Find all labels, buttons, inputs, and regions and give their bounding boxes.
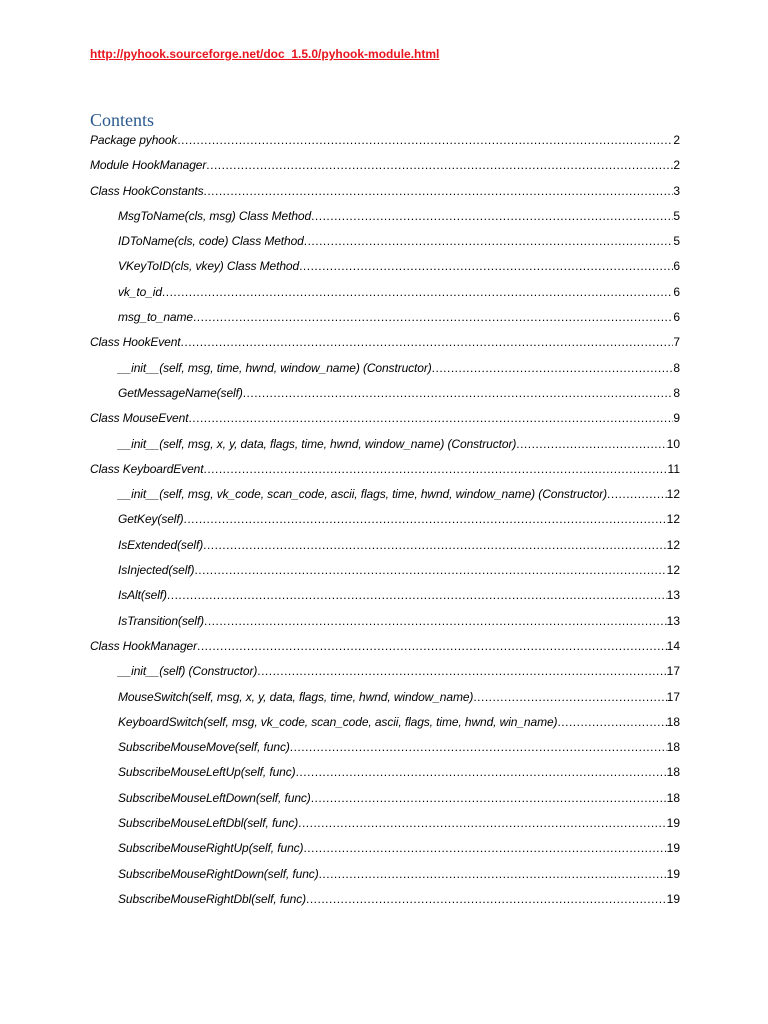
toc-page-number: 12 — [666, 537, 680, 552]
toc-entry-label: Class HookConstants — [90, 183, 204, 198]
toc-entry[interactable] — [90, 791, 680, 816]
toc-entry[interactable] — [90, 133, 680, 158]
toc-page-number: 19 — [666, 816, 680, 831]
toc-page-number: 18 — [666, 740, 680, 755]
source-url-link[interactable]: http://pyhook.sourceforge.net/doc_1.5.0/pyhook-module.html — [90, 47, 440, 61]
toc-page-number: 6 — [673, 284, 680, 299]
toc-dot-leader — [194, 563, 666, 577]
toc-entry[interactable] — [90, 234, 680, 259]
toc-dot-leader — [181, 335, 674, 349]
toc-page-number: 19 — [666, 841, 680, 856]
toc-entry[interactable] — [90, 462, 680, 487]
toc-entry-label: vk_to_id — [118, 284, 162, 299]
toc-entry[interactable] — [90, 563, 680, 588]
toc-dot-leader — [206, 158, 673, 172]
toc-dot-leader — [296, 765, 667, 779]
toc-entry-label: MsgToName(cls, msg) Class Method — [118, 208, 312, 223]
toc-dot-leader — [607, 487, 667, 501]
toc-entry-label: msg_to_name — [118, 310, 193, 325]
toc-entry-label: SubscribeMouseRightUp(self, func) — [118, 841, 304, 856]
toc-page-number: 17 — [666, 664, 680, 679]
toc-entry-label: IsInjected(self) — [118, 563, 195, 578]
toc-page-number: 10 — [666, 436, 680, 451]
toc-entry-label: SubscribeMouseRightDbl(self, func) — [118, 891, 307, 906]
toc-dot-leader — [257, 664, 666, 678]
toc-dot-leader — [311, 791, 667, 805]
toc-entry[interactable] — [90, 386, 680, 411]
toc-entry-label: SubscribeMouseLeftDown(self, func) — [118, 790, 311, 805]
toc-entry[interactable] — [90, 664, 680, 689]
toc-dot-leader — [204, 462, 668, 476]
toc-page-number: 12 — [666, 487, 680, 502]
toc-entry[interactable] — [90, 765, 680, 790]
toc-page-number: 2 — [673, 158, 680, 173]
toc-page-number: 13 — [666, 613, 680, 628]
toc-entry-label: __init__(self, msg, time, hwnd, window_name) (Constructor) — [118, 360, 432, 375]
toc-dot-leader — [188, 411, 673, 425]
toc-entry-label: IsTransition(self) — [118, 613, 204, 628]
toc-entry[interactable] — [90, 184, 680, 209]
toc-dot-leader — [298, 816, 667, 830]
toc-dot-leader — [203, 184, 673, 198]
toc-page-number: 14 — [666, 638, 680, 653]
toc-dot-leader — [299, 259, 673, 273]
toc-dot-leader — [184, 512, 667, 526]
contents-heading: Contents — [90, 110, 155, 130]
table-of-contents — [90, 133, 680, 917]
toc-entry-label: Class HookManager — [90, 638, 198, 653]
toc-entry-label: __init__(self, msg, vk_code, scan_code, ascii, flags, time, hwnd, window_name) (Constructor) — [118, 487, 608, 502]
toc-dot-leader — [319, 867, 667, 881]
toc-page-number: 8 — [673, 385, 680, 400]
toc-page-number: 5 — [673, 234, 680, 249]
toc-entry-label: IsAlt(self) — [118, 588, 167, 603]
toc-entry-label: Module HookManager — [90, 158, 207, 173]
toc-page-number: 3 — [673, 183, 680, 198]
toc-page-number: 19 — [666, 891, 680, 906]
toc-entry-label: SubscribeMouseLeftUp(self, func) — [118, 765, 296, 780]
toc-entry-label: GetKey(self) — [118, 512, 184, 527]
toc-entry-label: Package pyhook — [90, 133, 178, 147]
toc-entry-label: SubscribeMouseMove(self, func) — [118, 740, 290, 755]
toc-dot-leader — [557, 715, 666, 729]
toc-page-number: 9 — [673, 411, 680, 426]
toc-entry-label: GetMessageName(self) — [118, 385, 243, 400]
toc-entry[interactable] — [90, 361, 680, 386]
toc-dot-leader — [193, 310, 673, 324]
toc-entry-label: KeyboardSwitch(self, msg, vk_code, scan_code, ascii, flags, time, hwnd, win_name) — [118, 714, 558, 729]
toc-entry[interactable] — [90, 335, 680, 360]
toc-entry[interactable] — [90, 639, 680, 664]
toc-page-number: 12 — [666, 563, 680, 578]
toc-page-number: 13 — [666, 588, 680, 603]
toc-entry[interactable] — [90, 285, 680, 310]
toc-entry-label: Class HookEvent — [90, 335, 181, 350]
toc-entry-label: MouseSwitch(self, msg, x, y, data, flags, time, hwnd, window_name) — [118, 689, 474, 704]
toc-entry[interactable] — [90, 841, 680, 866]
toc-page-number: 7 — [673, 335, 680, 350]
toc-page-number: 6 — [673, 310, 680, 325]
toc-entry[interactable] — [90, 588, 680, 613]
toc-entry[interactable] — [90, 614, 680, 639]
toc-page-number: 8 — [673, 360, 680, 375]
toc-dot-leader — [204, 614, 667, 628]
toc-entry-label: Class MouseEvent — [90, 411, 189, 426]
toc-entry[interactable] — [90, 411, 680, 436]
toc-dot-leader — [304, 234, 674, 248]
toc-page-number: 18 — [666, 765, 680, 780]
toc-entry-label: __init__(self, msg, x, y, data, flags, time, hwnd, window_name) (Constructor) — [118, 436, 517, 451]
toc-page-number: 11 — [667, 461, 680, 476]
toc-entry[interactable] — [90, 158, 680, 183]
toc-entry-label: IDToName(cls, code) Class Method — [118, 234, 304, 249]
toc-dot-leader — [306, 892, 667, 906]
toc-entry[interactable] — [90, 538, 680, 563]
toc-page-number: 5 — [673, 208, 680, 223]
toc-dot-leader — [432, 361, 674, 375]
toc-page-number: 12 — [666, 512, 680, 527]
toc-entry[interactable] — [90, 740, 680, 765]
toc-entry[interactable] — [90, 437, 680, 462]
toc-dot-leader — [473, 690, 666, 704]
toc-entry[interactable] — [90, 867, 680, 892]
toc-entry-label: VKeyToID(cls, vkey) Class Method — [118, 259, 300, 274]
toc-entry[interactable] — [90, 892, 680, 917]
toc-page-number: 19 — [666, 866, 680, 881]
toc-dot-leader — [162, 285, 673, 299]
toc-page-number: 2 — [673, 133, 680, 147]
toc-dot-leader — [243, 386, 674, 400]
toc-dot-leader — [203, 538, 667, 552]
toc-dot-leader — [177, 133, 673, 147]
toc-dot-leader — [167, 588, 667, 602]
toc-entry[interactable] — [90, 690, 680, 715]
toc-page-number: 18 — [666, 714, 680, 729]
toc-entry[interactable] — [90, 209, 680, 234]
toc-entry-label: __init__(self) (Constructor) — [118, 664, 258, 679]
toc-entry[interactable] — [90, 259, 680, 284]
toc-entry-label: SubscribeMouseRightDown(self, func) — [118, 866, 319, 881]
toc-entry-label: IsExtended(self) — [118, 537, 204, 552]
toc-page-number: 18 — [666, 790, 680, 805]
toc-page-number: 17 — [666, 689, 680, 704]
toc-entry[interactable] — [90, 715, 680, 740]
toc-dot-leader — [303, 841, 666, 855]
toc-entry[interactable] — [90, 512, 680, 537]
toc-dot-leader — [197, 639, 667, 653]
toc-entry-label: SubscribeMouseLeftDbl(self, func) — [118, 816, 299, 831]
toc-entry-label: Class KeyboardEvent — [90, 461, 204, 476]
toc-entry[interactable] — [90, 487, 680, 512]
toc-dot-leader — [516, 437, 666, 451]
toc-entry[interactable] — [90, 310, 680, 335]
toc-page-number: 6 — [673, 259, 680, 274]
toc-dot-leader — [311, 209, 673, 223]
toc-entry[interactable] — [90, 816, 680, 841]
toc-dot-leader — [290, 740, 667, 754]
